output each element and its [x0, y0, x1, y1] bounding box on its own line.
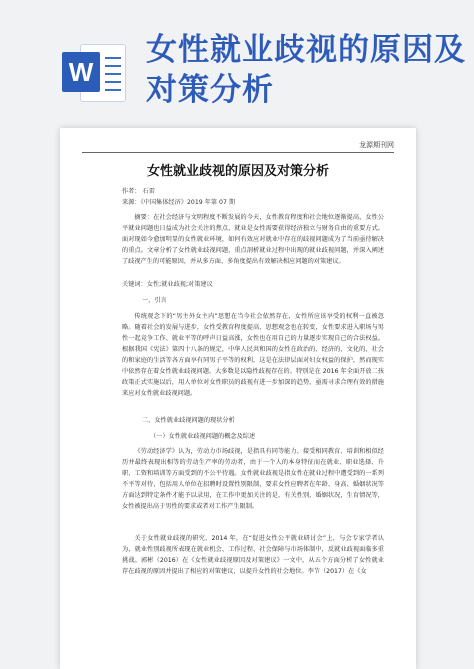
- intro-paragraph: [122, 311, 384, 399]
- concept-text: 《劳动经济学》认为，劳动力市场歧视，是指具有同等能力、接受相同教育、培训和相似经历并最终表现出相等的劳动生产率的劳动者，由于一个人的本身特征而在就业、职业选择、升职、工资和培训等方面受到的不公平待遇。女性就业歧视是指女性在就业过程中遭受到的一系列不平等对待，包括用人单位在招聘时设置性别限制，要求女性应聘者在年龄、身高、婚姻状况等方面达到特定条件才能予以录用，在工作中更加关注的是，有关性别，婚姻状况，生育情况等，女性被提出高于男性的要求或者对工作产生限制。: [122, 448, 384, 510]
- research-paragraph: [122, 533, 384, 577]
- source-label: 龙源期刊网: [359, 141, 394, 149]
- research-text: 关于女性就业歧视的研究，2014 年，在“促进女性公平就业研讨会”上，与会专家学者认为，就业性别歧视所表现在就业机会、工作过程、社会保障与市场体制中，反就业歧视面临多重挑战。郭彬（2016）在《女性就业歧视原因及对策建议》一文中，从五个方面分析了女性就业存在歧视的原因并提出了相应的对策建议，以提升女性的社会地位。李节（2017）在《女: [122, 535, 384, 575]
- word-icon-letter: W: [62, 52, 100, 92]
- header-divider: [82, 152, 394, 153]
- abstract: [122, 212, 384, 267]
- author-line: 作者： 石雷: [122, 188, 155, 195]
- banner-title: 女性就业歧视的原因及对策分析: [146, 32, 466, 108]
- intro-text: 传统观念下的“男主外女主内”思想在当今社会依然存在，女性所应该享受的权利一直被忽略。随着社会的发展与进步，女性受教育程度提高，思想观念也在转变，女性要求进入职场与男性一起竞争工作、就业平等的呼声日益高涨，女性也在用自己的力量逐步实现自己的合法权益。根据我国《宪法》第四十八条的规定，中华人民共和国的女性在政治的、经济的、文化的、社会的和家庭的生活等各方面享有同男子平等的权利，这是在法律层面对妇女权益的保护，然而现实中依然存在着女性就业歧视问题。大多数是以隐性歧视存在的。特别是在 2016 年全面开放二孩政策正式实施以后，用人单位对女性职员的歧视有进一步加深的趋势，亟需寻求合理有效的措施来应对女性就业歧视问题。: [122, 313, 384, 397]
- origin-line: 来源：《中国集体经济》2019 年第 07 期: [122, 199, 236, 206]
- word-doc-icon: [62, 40, 126, 104]
- subsection-heading-concept: （一）女性就业歧视问题的概念及综述: [150, 433, 256, 440]
- banner: [0, 0, 474, 118]
- abstract-text: 摘要：在社会经济与文明程度不断发展的今天，女性教育程度和社会地位逐渐提高，女性公平就业问题也日益成为社会关注的焦点，就业是女性需要获得经济独立与财务自由的重要方式。面对现如今愈加明显的女性就业环境，如何有效应对就业中存在的歧视问题成为了当前亟待解决的重点。文章分析了女性就业歧视问题，重点剖析就业过程中出现的就业歧视问题，并深入阐述了歧视产生的可能原因，并从多方面、多角度提出有效解决相应问题的对策建议。: [122, 214, 384, 265]
- document-title: 女性就业歧视的原因及对策分析: [146, 164, 329, 179]
- document-page: [60, 128, 416, 669]
- section-heading-status: 二、女性就业歧视问题的现状分析: [142, 417, 235, 424]
- concept-paragraph: [122, 446, 384, 512]
- section-heading-intro: 一、引言: [142, 297, 167, 304]
- keywords: 关键词：女性;就业歧视;对策建议: [122, 281, 213, 288]
